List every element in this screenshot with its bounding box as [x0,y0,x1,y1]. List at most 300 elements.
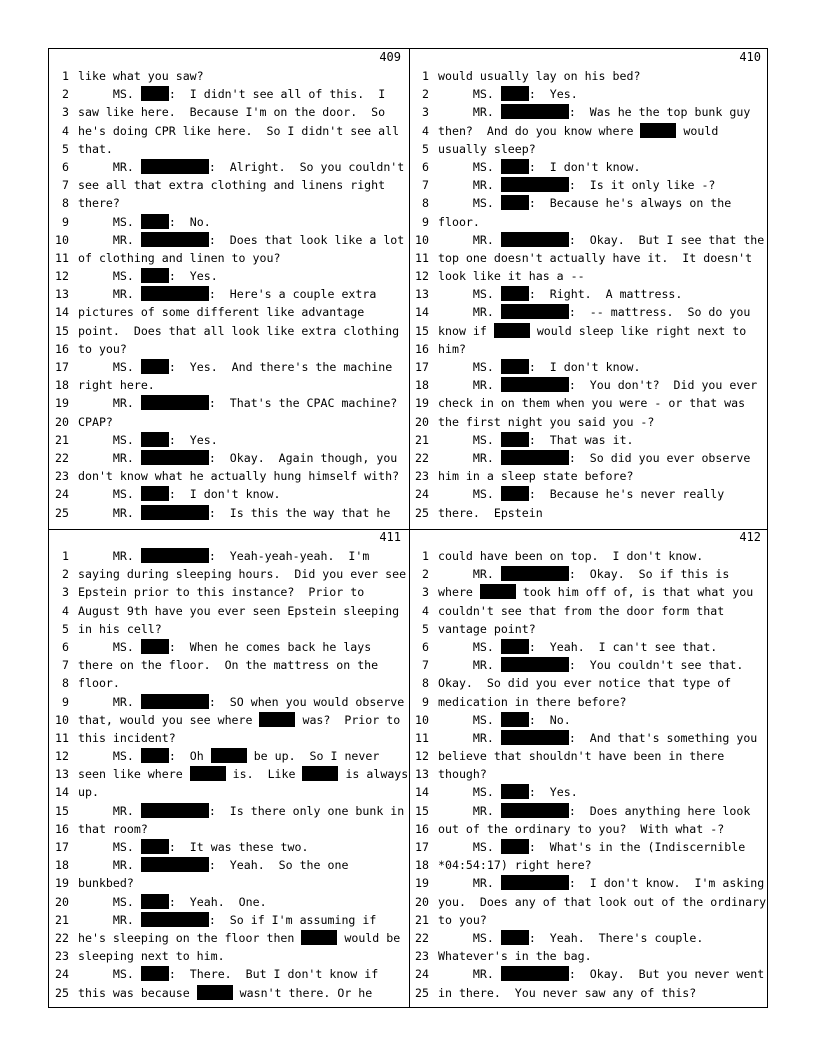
text-segment: : No. [528,712,571,727]
redaction-bar [141,359,169,374]
transcript-line [409,194,769,212]
text-segment: MS. [438,196,501,211]
line-number: 17 [55,360,69,374]
transcript-line [49,431,409,449]
line-text [78,285,376,303]
text-segment: MS. [438,287,501,302]
transcript-line [409,729,769,747]
redaction-bar [501,304,569,319]
redaction-bar [141,268,169,283]
line-number: 8 [422,196,429,211]
text-segment: to you? [438,912,487,927]
redaction-bar [501,286,529,301]
text-segment: sleeping next to him. [78,949,225,964]
line-text [78,693,404,711]
text-segment: MR. [78,396,141,411]
transcript-lines [49,547,409,1002]
line-text [438,285,682,303]
line-number: 3 [422,105,429,120]
line-text [438,547,703,565]
transcript-line [49,638,409,656]
text-segment: to you? [78,341,127,356]
line-number: 9 [62,214,69,229]
line-number: 21 [415,432,429,447]
text-segment: MR. [438,730,501,745]
text-segment: : Because he's never really [528,487,725,502]
transcript-line [49,340,409,358]
redaction-bar [259,712,295,727]
line-text [78,140,113,158]
redaction-bar [501,195,529,210]
line-text [78,85,385,103]
line-number: 4 [422,123,429,138]
line-number: 18 [415,378,429,393]
text-segment: : I don't know. [168,487,281,502]
redaction-bar [141,694,209,709]
line-number: 12 [55,749,69,764]
text-segment: : What's in the (Indiscernible [528,840,746,854]
line-number: 8 [62,676,69,691]
text-segment: : Yes. [528,785,578,800]
transcript-line [49,249,409,267]
line-number: 24 [415,967,429,982]
text-segment: seen like where [78,767,190,782]
line-number: 16 [415,821,429,836]
line-number: 13 [55,767,69,782]
text-segment: : Okay. But I see that the [568,232,765,247]
redaction-bar [480,584,516,599]
transcript-line [49,485,409,503]
transcript-line [49,376,409,394]
line-text [438,711,571,729]
text-segment: Okay. So did you ever notice that type of [438,676,732,691]
text-segment: : It was these two. [168,840,309,854]
redaction-bar [301,930,337,945]
redaction-bar [501,86,529,101]
transcript-line [49,303,409,321]
redaction-bar [501,966,569,981]
transcript-line [49,911,409,929]
transcript-line [409,285,769,303]
text-segment: *04:54:17) right here? [438,858,592,873]
line-number: 14 [55,785,69,800]
line-number: 12 [415,749,429,764]
text-segment: MS. [78,432,141,447]
line-number: 11 [415,250,429,265]
transcript-line [409,122,769,140]
text-segment: : You don't? Did you ever [568,378,758,393]
transcript-line [409,213,769,231]
line-number: 4 [422,603,429,618]
text-segment: like what you saw? [78,69,204,83]
line-number: 15 [415,803,429,818]
redaction-bar [141,803,209,818]
line-number: 19 [55,876,69,891]
transcript-line [409,929,769,947]
line-text [78,838,308,856]
transcript-line [49,231,409,249]
text-segment: is always [338,767,409,782]
line-text [78,947,225,965]
redaction-bar [141,450,209,465]
transcript-line [49,965,409,983]
line-text [438,802,750,820]
redaction-bar [501,839,529,854]
line-text [438,656,743,674]
text-segment: MS. [438,432,501,447]
line-number: 20 [55,414,69,429]
line-text [438,267,585,285]
text-segment: MR. [438,305,501,320]
text-segment: : Okay. So if this is [568,567,730,582]
line-number: 10 [415,232,429,247]
line-text [78,249,280,267]
redaction-bar [211,748,247,763]
line-text [438,893,766,911]
page-number: 409 [379,50,401,64]
text-segment: : I don't know. [528,360,641,374]
text-segment: is. Like [225,767,303,782]
line-number: 20 [55,894,69,909]
line-text [78,194,120,212]
line-number: 15 [415,323,429,338]
line-text [438,838,745,856]
text-segment: : Yeah. I can't see that. [528,639,718,654]
line-number: 14 [55,305,69,320]
redaction-bar [640,123,676,138]
text-segment: MR. [78,694,141,709]
text-segment: : And that's something you [568,730,758,745]
page-410 [409,49,769,529]
transcript-line [409,249,769,267]
transcript-line [49,856,409,874]
text-segment: : There. But I don't know if [168,967,379,982]
line-number: 14 [415,305,429,320]
text-segment: : SO when you would observe [208,694,405,709]
text-segment: Epstein prior to this instance? Prior to [78,585,365,600]
line-number: 9 [422,214,429,229]
redaction-bar [501,712,529,727]
text-segment: : Does anything here look [568,803,751,818]
text-segment: : You couldn't see that. [568,658,744,673]
redaction-bar [501,159,529,174]
transcript-line [409,547,769,565]
line-number: 10 [55,232,69,247]
text-segment: up. [78,785,99,800]
line-text [78,431,218,449]
line-text [438,674,731,692]
text-segment: MS. [438,360,501,374]
transcript-line [49,838,409,856]
line-text [438,765,487,783]
line-number: 19 [415,396,429,411]
line-text [78,820,148,838]
transcript-line [409,485,769,503]
text-segment: usually sleep? [438,141,536,156]
line-text [438,358,641,376]
text-segment: believe that shouldn't have been in there [438,749,725,764]
line-number: 2 [62,87,69,102]
transcript-line [409,820,769,838]
text-segment: MS. [78,487,141,502]
transcript-line [409,504,769,522]
redaction-bar [141,894,169,909]
text-segment: MR. [78,159,141,174]
transcript-line [49,565,409,583]
redaction-bar [501,784,529,799]
redaction-bar [501,657,569,672]
transcript-line [409,376,769,394]
redaction-bar [501,377,569,392]
line-number: 20 [415,414,429,429]
line-text [438,504,543,522]
line-number: 1 [422,549,429,563]
line-number: 7 [422,178,429,193]
text-segment: : Does that look like a lot [208,232,405,247]
transcript-line [409,893,769,911]
line-text [78,176,385,194]
line-number: 16 [55,821,69,836]
line-text [78,340,127,358]
line-text [78,893,267,911]
line-text [78,583,364,601]
transcript-line [409,984,769,1002]
line-number: 24 [415,487,429,502]
text-segment: MS. [438,930,501,945]
transcript-line [49,140,409,158]
text-segment: that, would you see where [78,712,260,727]
transcript-line [49,322,409,340]
page-number: 410 [739,50,761,64]
line-text [78,729,176,747]
transcript-line [49,656,409,674]
line-number: 15 [55,323,69,338]
line-number: 3 [62,585,69,600]
line-text [78,231,404,249]
text-segment: top one doesn't actually have it. It doesn't [438,250,753,265]
line-number: 21 [415,912,429,927]
text-segment: : Is this the way that he [208,505,391,520]
text-segment: : Here's a couple extra [208,287,377,302]
transcript-line [49,267,409,285]
line-number: 11 [55,250,69,265]
line-text [78,376,155,394]
text-segment: : Yes. And there's the machine [168,360,393,374]
text-segment: : Is it only like -? [568,178,716,193]
transcript-line [409,358,769,376]
transcript-line [49,693,409,711]
redaction-bar [141,486,169,501]
transcript-line [409,103,769,121]
transcript-line [409,874,769,892]
transcript-line [409,838,769,856]
redaction-bar [501,930,529,945]
line-number: 1 [62,69,69,83]
text-segment: this was because [78,985,197,1000]
line-text [78,565,406,583]
line-text [78,467,399,485]
line-text [438,485,724,503]
text-segment: : Alright. So you couldn't [208,159,405,174]
text-segment: this incident? [78,730,176,745]
line-number: 5 [62,141,69,156]
text-segment: though? [438,767,487,782]
text-segment: : That was it. [528,432,634,447]
transcript-line [49,285,409,303]
text-segment: of clothing and linen to you? [78,250,281,265]
text-segment: MS. [78,894,141,909]
line-number: 2 [62,567,69,582]
text-segment: MS. [438,840,501,854]
text-segment: MS. [438,712,501,727]
text-segment: : Yeah. One. [168,894,267,909]
line-number: 17 [55,840,69,854]
text-segment: in his cell? [78,621,162,636]
text-segment: point. Does that all look like extra clothing [78,323,400,338]
line-number: 13 [415,287,429,302]
line-number: 1 [422,69,429,83]
text-segment: MR. [438,967,501,982]
text-segment: MS. [78,840,141,854]
text-segment: MS. [438,159,501,174]
text-segment: August 9th have you ever seen Epstein sleeping [78,603,400,618]
line-number: 23 [415,949,429,964]
line-number: 12 [415,269,429,284]
text-segment: MR. [438,178,501,193]
line-text [78,267,218,285]
transcript-line [409,711,769,729]
redaction-bar [141,639,169,654]
line-number: 25 [55,985,69,1000]
line-text [438,620,536,638]
redaction-bar [141,505,209,520]
line-number: 13 [55,287,69,302]
text-segment: MR. [78,858,141,873]
page-412 [409,529,769,1009]
text-segment: MS. [78,967,141,982]
line-text [78,485,281,503]
text-segment: MR. [438,658,501,673]
line-text [438,638,717,656]
transcript-line [49,449,409,467]
line-number: 22 [55,450,69,465]
text-segment: the first night you said you -? [438,414,655,429]
text-segment: out of the ordinary to you? With what -? [438,821,725,836]
text-segment: : So did you ever observe [568,450,751,465]
redaction-bar [501,432,529,447]
text-segment: see all that extra clothing and linens right [78,178,386,193]
line-text [78,802,404,820]
line-text [438,929,703,947]
text-segment: saying during sleeping hours. Did you ever see [78,567,407,582]
transcript-line [409,340,769,358]
text-segment: right here. [78,378,155,393]
line-text [438,783,578,801]
line-text [438,431,634,449]
text-segment: MR. [438,803,501,818]
transcript-line [409,947,769,965]
text-segment: MS. [78,269,141,284]
transcript-line [49,547,409,565]
text-segment: know if [438,323,494,338]
text-segment: him in a sleep state before? [438,469,634,484]
line-number: 6 [62,159,69,174]
transcript-line [409,602,769,620]
line-text [78,303,364,321]
text-segment: MS. [78,749,141,764]
line-text [438,394,745,412]
text-segment: floor. [78,676,120,691]
line-text [438,984,696,1002]
redaction-bar [141,86,169,101]
line-text [78,602,399,620]
text-segment: : I don't know. [528,159,641,174]
transcript-line [409,656,769,674]
transcript-line [49,213,409,231]
line-text [438,231,764,249]
text-segment: MS. [438,487,501,502]
line-number: 20 [415,894,429,909]
redaction-bar [501,450,569,465]
text-segment: MR. [438,105,501,120]
line-text [438,874,764,892]
line-number: 23 [55,469,69,484]
transcript-line [409,303,769,321]
line-text [438,729,757,747]
redaction-bar [302,766,338,781]
line-number: 19 [415,876,429,891]
line-text [78,783,99,801]
line-text [78,394,397,412]
text-segment: MS. [78,360,141,374]
line-text [78,929,400,947]
redaction-bar [501,232,569,247]
line-text [78,504,390,522]
text-segment: MR. [78,450,141,465]
line-number: 10 [415,712,429,727]
line-number: 5 [62,621,69,636]
redaction-bar [141,748,169,763]
text-segment: that room? [78,821,148,836]
line-text [438,340,466,358]
line-number: 9 [422,694,429,709]
line-text [78,158,404,176]
redaction-bar [141,395,209,410]
line-text [438,965,764,983]
line-number: 16 [55,341,69,356]
line-number: 24 [55,487,69,502]
text-segment: : Is there only one bunk in [208,803,405,818]
redaction-bar [141,857,209,872]
redaction-bar [141,286,209,301]
line-text [438,176,715,194]
transcript-sheet [48,48,768,1008]
redaction-bar [141,966,169,981]
line-text [438,213,480,231]
line-number: 9 [62,694,69,709]
text-segment: CPAP? [78,414,113,429]
redaction-bar [501,104,569,119]
transcript-line [409,431,769,449]
line-number: 4 [62,123,69,138]
transcript-line [49,602,409,620]
line-number: 25 [415,505,429,520]
transcript-line [409,747,769,765]
line-number: 24 [55,967,69,982]
transcript-line [409,394,769,412]
text-segment: : No. [168,214,211,229]
transcript-line [49,85,409,103]
